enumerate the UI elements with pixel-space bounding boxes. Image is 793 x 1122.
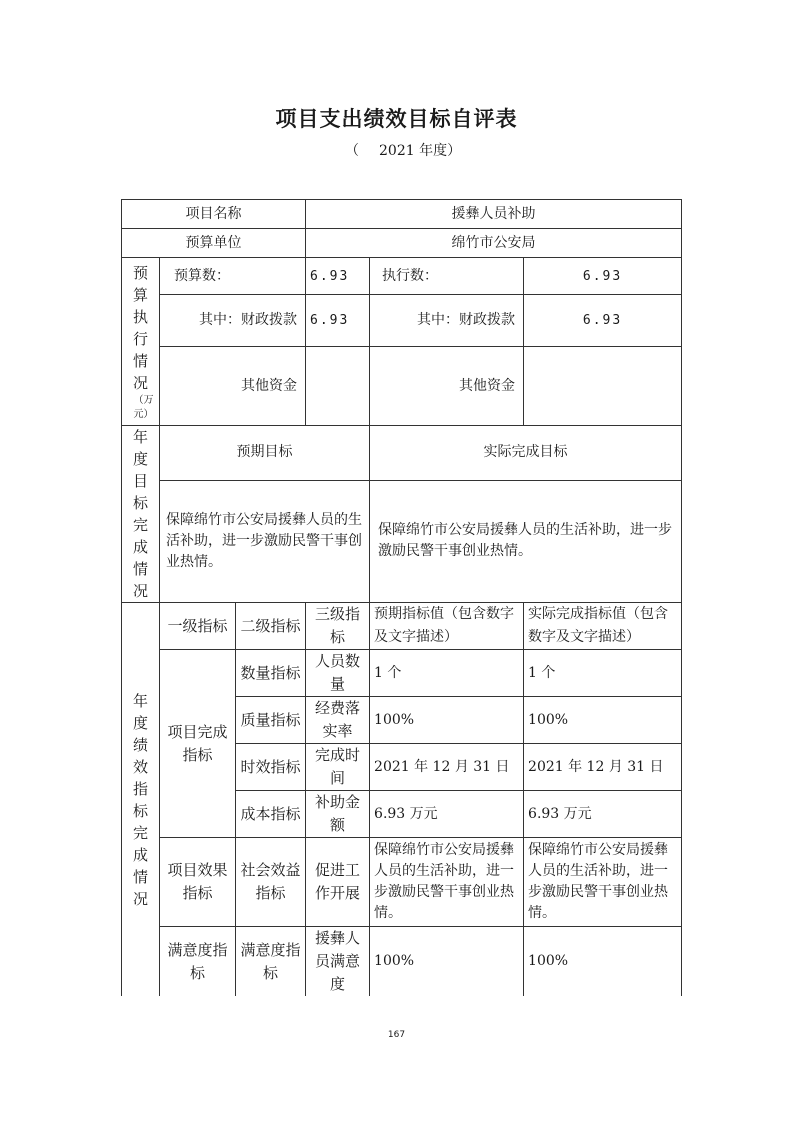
row-effect-l3: 促进工作开展: [306, 838, 370, 927]
year-label: 2021 年度）: [379, 143, 462, 159]
budget-label: 预算数：: [160, 258, 306, 295]
row-quantity-l3: 人员数量: [306, 650, 370, 697]
header-level1: 一级指标: [160, 603, 236, 650]
group-satisfaction: 满意度指标: [160, 927, 236, 997]
page-number: 167: [387, 1030, 406, 1040]
other-funds-label-2: 其他资金: [370, 347, 524, 426]
budget-row: [122, 258, 682, 295]
page-title: 项目支出绩效目标自评表: [275, 107, 518, 131]
group-effect: 项目效果指标: [160, 838, 236, 927]
fiscal-row: [122, 295, 682, 347]
indicator-header-row: [122, 603, 682, 650]
goal-content-row: [122, 480, 682, 602]
row-quantity-actual: 1 个: [524, 650, 682, 697]
row-cost-l2: 成本指标: [236, 791, 306, 838]
indicator-side-label: [122, 603, 160, 997]
expected-goal-text: 保障绵竹市公安局援彝人员的生活补助，进一步激励民警干事创业热情。: [160, 480, 370, 602]
project-name-label: 项目名称: [122, 200, 306, 229]
fiscal-label: 其中：财政拨款: [160, 295, 306, 347]
row-cost-expected: 6.93 万元: [370, 791, 524, 838]
row-effect-l2: 社会效益指标: [236, 838, 306, 927]
budget-side-main: 预算执行情况: [132, 263, 148, 392]
row-time-actual: 2021 年 12 月 31 日: [524, 744, 682, 791]
budget-unit-value: 绵竹市公安局: [306, 229, 682, 258]
row-cost-actual: 6.93 万元: [524, 791, 682, 838]
header-actual: 实际完成指标值（包含数字及文字描述）: [524, 603, 682, 650]
row-time-l2: 时效指标: [236, 744, 306, 791]
row-satisfaction-expected: 100%: [370, 927, 524, 997]
budget-value: 6.93: [306, 258, 370, 295]
goal-side-label: [122, 426, 160, 603]
indicator-row-quantity: [122, 650, 682, 697]
indicator-side-text: 年度绩效指标完成情况: [132, 691, 148, 908]
other-funds-row: [122, 347, 682, 426]
header-expected: 预期指标值（包含数字及文字描述）: [370, 603, 524, 650]
fiscal-exec-value: 6.93: [524, 295, 682, 347]
header-level2: 二级指标: [236, 603, 306, 650]
row-quantity-expected: 1 个: [370, 650, 524, 697]
row-quality-actual: 100%: [524, 697, 682, 744]
row-satisfaction-actual: 100%: [524, 927, 682, 997]
row-quantity-l2: 数量指标: [236, 650, 306, 697]
row-satisfaction-l2: 满意度指标: [236, 927, 306, 997]
row-time-expected: 2021 年 12 月 31 日: [370, 744, 524, 791]
project-name-value: 援彝人员补助: [306, 200, 682, 229]
row-satisfaction-l3: 援彝人员满意度: [306, 927, 370, 997]
row-quality-l3: 经费落实率: [306, 697, 370, 744]
actual-goal-text: 保障绵竹市公安局援彝人员的生活补助，进一步激励民警干事创业热情。: [370, 480, 682, 602]
header-level3: 三级指标: [306, 603, 370, 650]
self-evaluation-table: [121, 199, 682, 996]
expected-goal-header: 预期目标: [160, 426, 370, 481]
row-quality-l2: 质量指标: [236, 697, 306, 744]
row-effect-actual: 保障绵竹市公安局援彝人员的生活补助，进一步激励民警干事创业热情。: [524, 838, 682, 927]
year-paren-open: （: [345, 143, 359, 159]
exec-value: 6.93: [524, 258, 682, 295]
other-funds-budget: [306, 347, 370, 426]
row-effect-expected: 保障绵竹市公安局援彝人员的生活补助，进一步激励民警干事创业热情。: [370, 838, 524, 927]
project-name-row: [122, 200, 682, 229]
goal-side-text: 年度目标完成情况: [132, 428, 148, 600]
other-funds-label: 其他资金: [160, 347, 306, 426]
budget-side-unit: （万元）: [133, 394, 154, 420]
group-completion: 项目完成指标: [160, 650, 236, 838]
budget-side-label: [122, 258, 160, 426]
fiscal-label-2: 其中：财政拨款: [370, 295, 524, 347]
fiscal-budget-value: 6.93: [306, 295, 370, 347]
row-time-l3: 完成时间: [306, 744, 370, 791]
budget-unit-row: [122, 229, 682, 258]
budget-side-text: [122, 262, 159, 422]
exec-label: 执行数：: [370, 258, 524, 295]
indicator-row-satisfaction: [122, 927, 682, 997]
row-quality-expected: 100%: [370, 697, 524, 744]
row-cost-l3: 补助金额: [306, 791, 370, 838]
indicator-row-effect: [122, 838, 682, 927]
budget-unit-label: 预算单位: [122, 229, 306, 258]
actual-goal-header: 实际完成目标: [370, 426, 682, 481]
goal-header-row: [122, 426, 682, 481]
other-funds-exec: [524, 347, 682, 426]
